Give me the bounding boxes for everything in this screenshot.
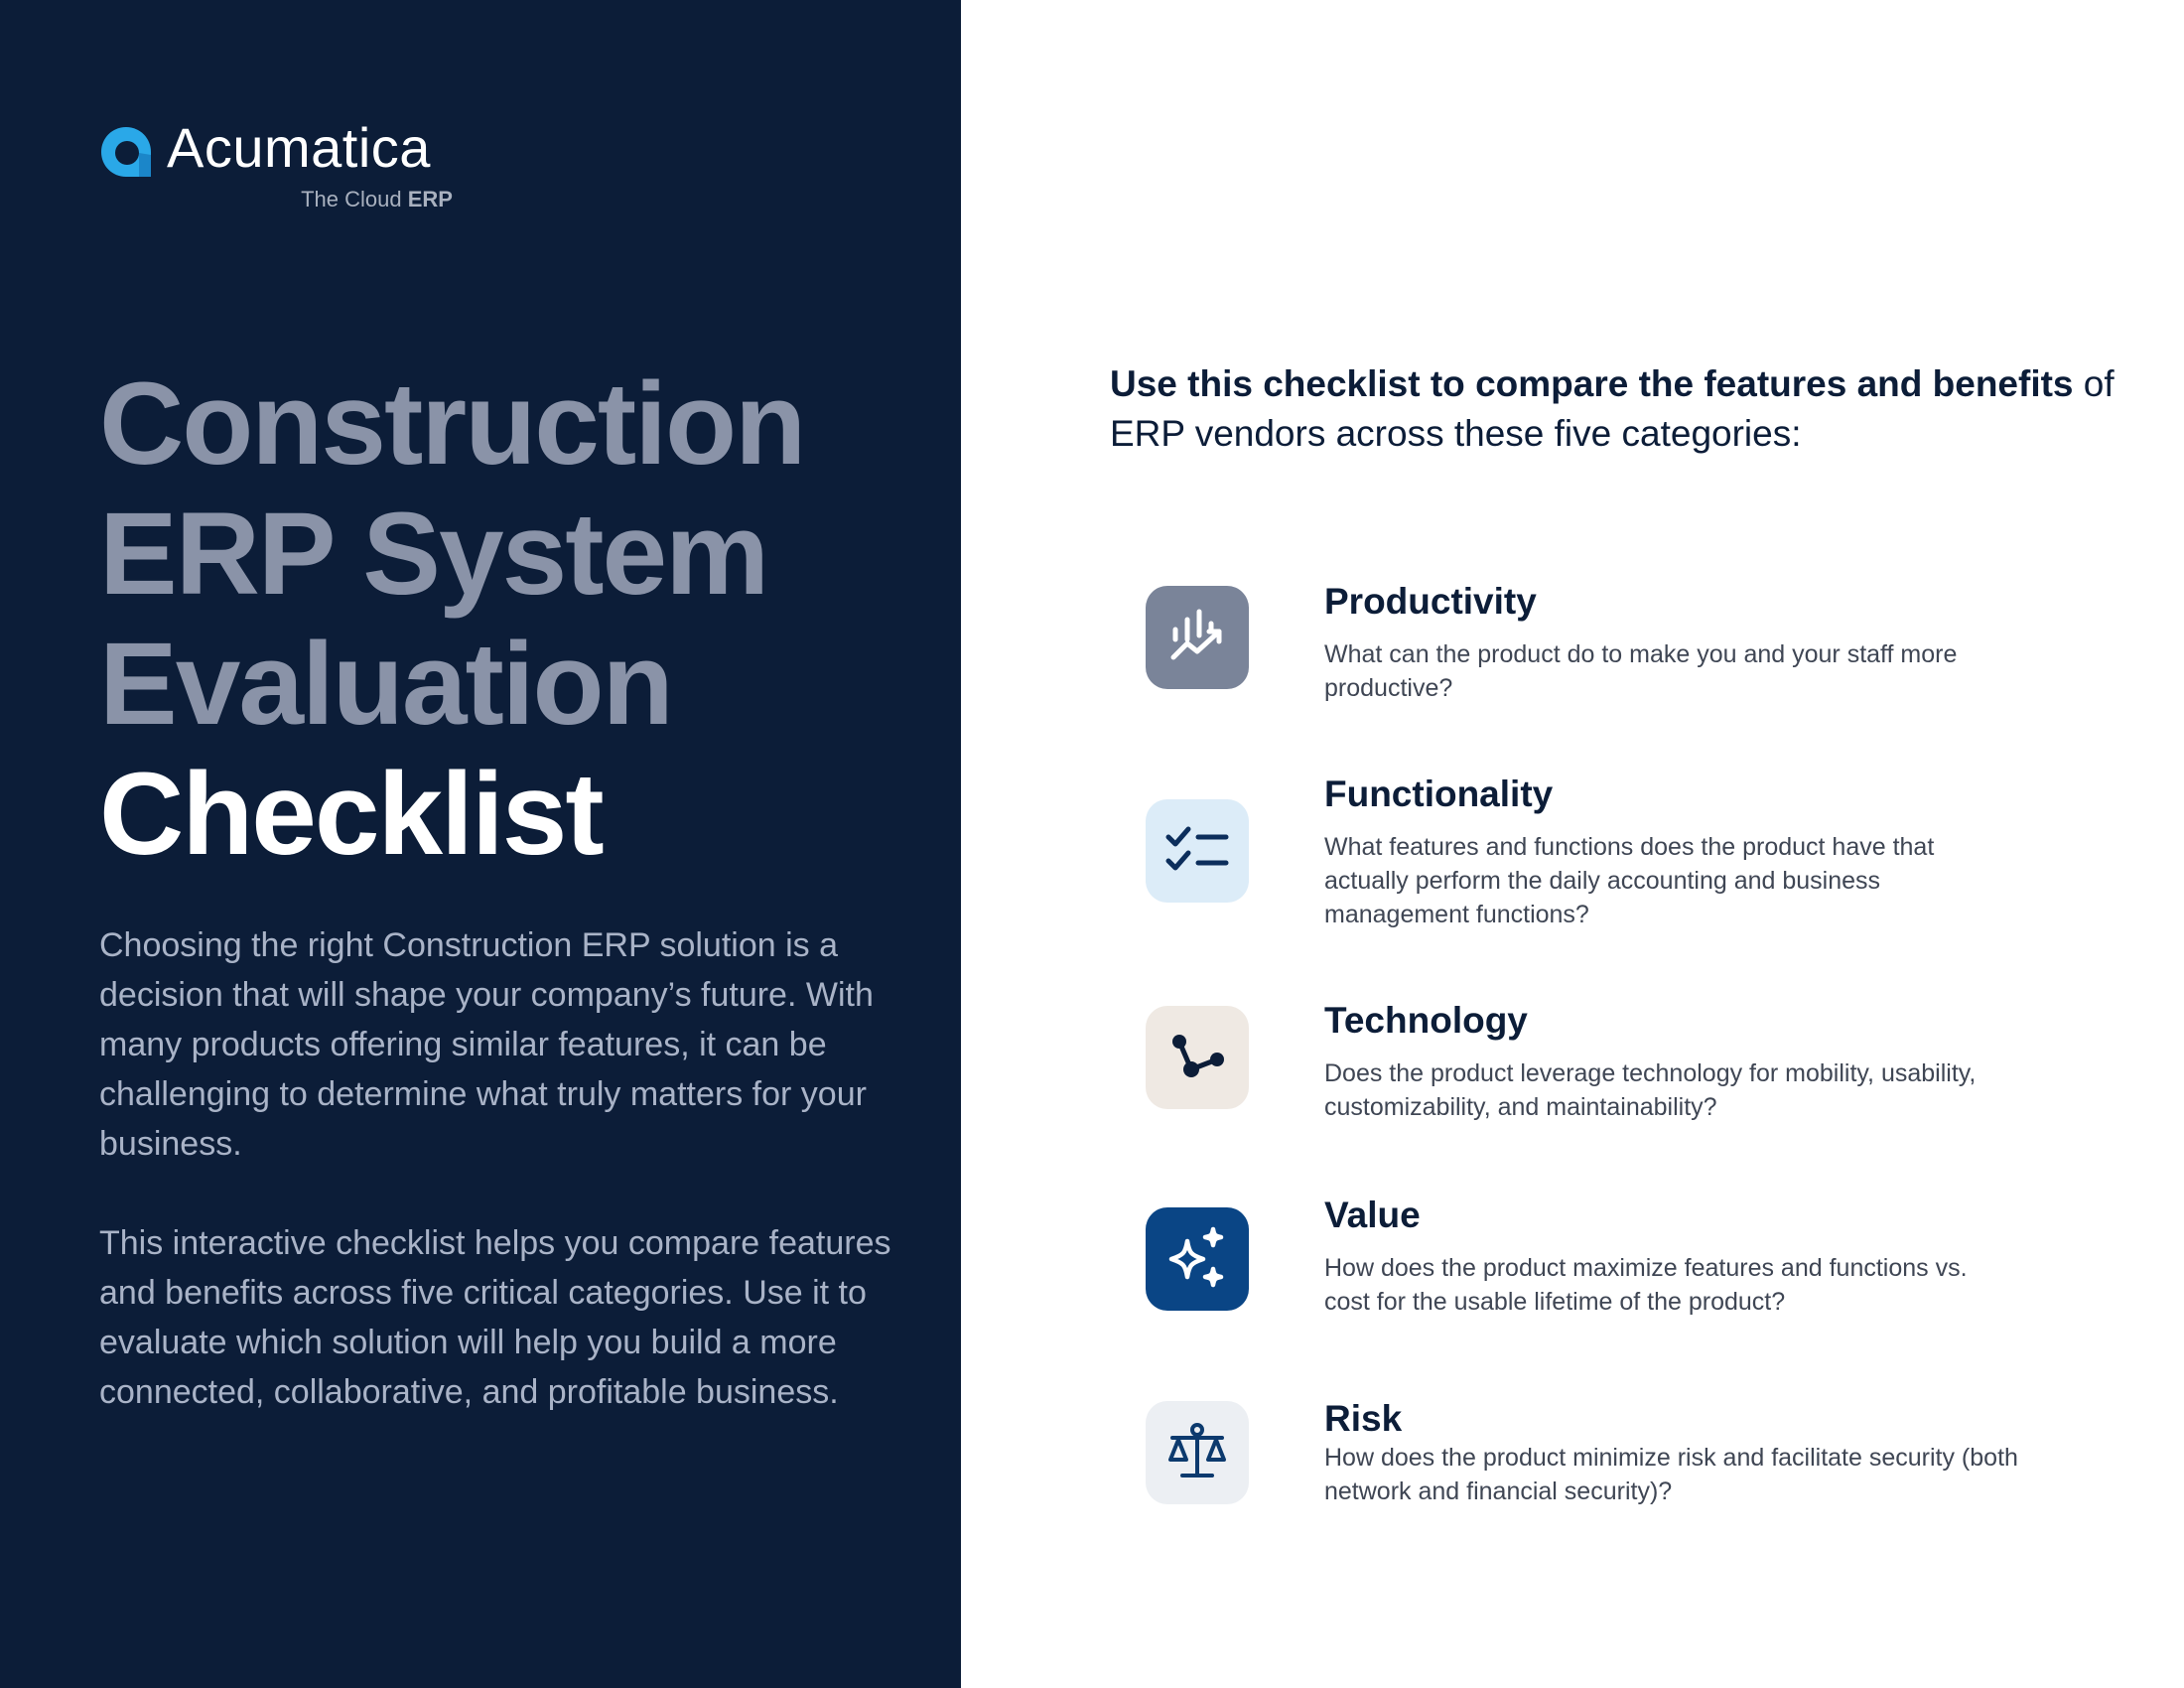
right-panel: [961, 0, 2184, 1688]
value-icon-box: [1146, 1207, 1249, 1311]
brand-name: Acumatica: [167, 116, 431, 179]
title-line-4: Checklist: [99, 749, 603, 880]
value-title: Value: [1324, 1195, 1421, 1235]
technology-icon-box: [1146, 1006, 1249, 1109]
checklist-icon: [1162, 821, 1232, 881]
intro-paragraph-2: This interactive checklist helps you compare features and benefits across five critical categories. Use it to evaluate which solution will help you build a more connected, collaborative, and profitable business.: [99, 1224, 891, 1411]
technology-description: Does the product leverage technology for mobility, usability, customizability, and maintainability?: [1324, 1059, 1977, 1121]
functionality-description: What features and functions does the product have that actually perform the daily accounting and business management functions?: [1324, 833, 1935, 928]
title-line-3: Evaluation: [99, 619, 672, 750]
technology-title: Technology: [1324, 1000, 1528, 1041]
productivity-icon-box: [1146, 586, 1249, 689]
brand-logo[interactable]: [99, 116, 457, 220]
productivity-title: Productivity: [1324, 581, 1537, 622]
scales-icon: [1164, 1420, 1230, 1485]
acumatica-logo-icon: [99, 125, 153, 179]
functionality-icon-box: [1146, 799, 1249, 903]
node-graph-icon: [1165, 1026, 1229, 1089]
lead-bold: Use this checklist to compare the features and benefits: [1110, 363, 2074, 404]
productivity-description: What can the product do to make you and your staff more productive?: [1324, 640, 1958, 702]
title-line-2: ERP System: [99, 489, 768, 620]
productivity-chart-icon: [1165, 606, 1229, 669]
risk-description: How does the product minimize risk and facilitate security (both network and financial security)?: [1324, 1444, 2018, 1505]
page-title: [99, 359, 953, 880]
risk-icon-box: [1146, 1401, 1249, 1504]
left-panel: [0, 0, 961, 1688]
lead-rest: of ERP vendors across these five categories:: [1110, 363, 2115, 454]
risk-title: Risk: [1324, 1398, 1403, 1439]
title-line-1: Construction: [99, 358, 805, 490]
intro-paragraph-1: Choosing the right Construction ERP solution is a decision that will shape your company’s future. With many products offering similar features, it can be challenging to determine what truly matters for your business.: [99, 926, 874, 1163]
functionality-title: Functionality: [1324, 774, 1554, 814]
brand-tagline: The Cloud ERP: [301, 187, 453, 211]
sparkle-icon: [1163, 1225, 1231, 1293]
value-description: How does the product maximize features and functions vs. cost for the usable lifetime of the product?: [1324, 1254, 1968, 1316]
checklist-lead: [1110, 359, 2122, 459]
